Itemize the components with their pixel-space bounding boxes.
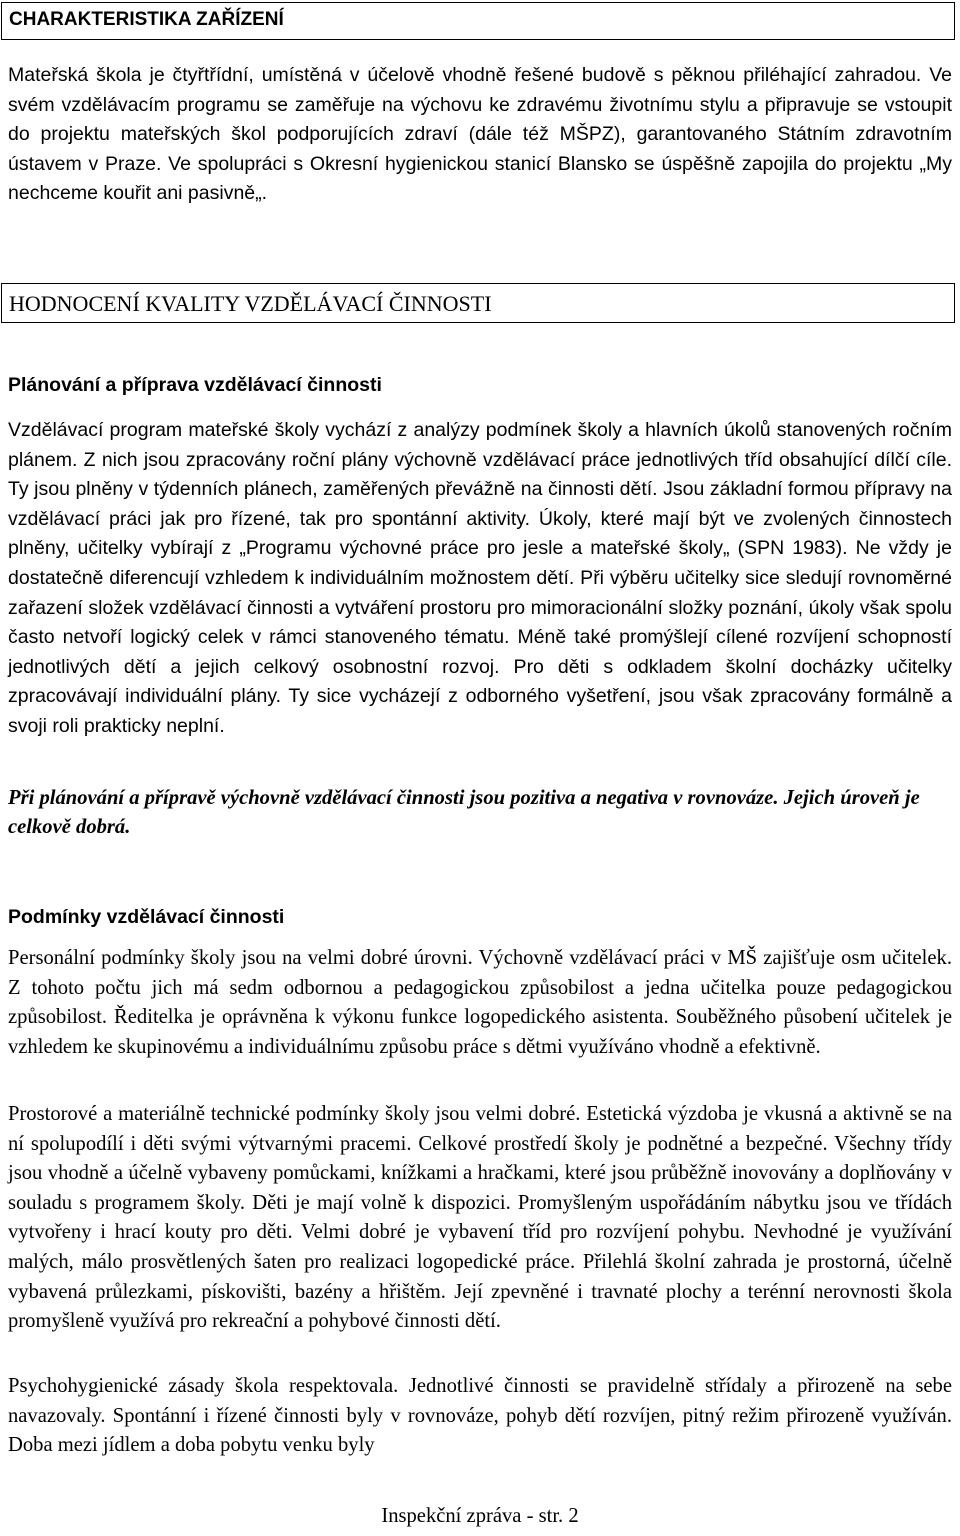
subheading-planning: Plánování a příprava vzdělávací činnosti [8,374,382,396]
page-footer: Inspekční zpráva - str. 2 [381,1505,579,1527]
conditions-paragraph-spatial: Prostorové a materiálně technické podmínky školy jsou velmi dobré. Estetická výzdoba je vkusná a aktivně se na ní spolupodílí i děti svými výtvarnými pracemi. Celkové prostředí školy je podnětné a bezpečné. Všechny třídy jsou vhodně a účelně vybaveny pomůckami, knížkami a hračkami, které jsou průběžně inovovány a doplňovány v souladu s programem školy. Děti je mají volně k dispozici. Promyšleným uspořádáním nábytku jsou ve třídách vytvořeny i hrací kouty pro děti. Velmi dobré je vybavení tříd pro rozvíjení pohybu. Nevhodné je využívání malých, málo prosvětlených šaten pro realizaci logopedické práce. Přilehlá školní zahrada je prostorná, účelně vybavená průlezkami, pískovišti, bazény a hřištěm. Její zpevněné i travnaté plochy a terénní nerovnosti škola promyšleně využívá pro rekreační a pohybové činnosti dětí. [8,1103,952,1333]
planning-paragraph: Vzdělávací program mateřské školy vychází z analýzy podmínek školy a hlavních úkolů stanovených ročním plánem. Z nich jsou zpracovány roční plány výchovně vzdělávací práce jednotlivých tříd obsahující dílčí cíle. Ty jsou plněny v týdenních plánech, zaměřených převážně na činnosti dětí. Jsou základní formou přípravy na vzdělávací práci jak pro řízené, tak pro spontánní aktivity. Úkoly, které mají být ve zvolených činnostech plněny, učitelky vybírají z „Programu výchovné práce pro jesle a mateřské školy„ (SPN 1983). Ne vždy je dostatečně diferencují vzhledem k individuálním možnostem dětí. Při výběru učitelky sice sledují rovnoměrné zařazení složek vzdělávací činnosti a vytváření prostoru pro mimoracionální složky poznání, úkoly však spolu často netvoří logický celek v rámci stanoveného tématu. Méně také promýšlejí cílené rozvíjení schopností jednotlivých dětí a jejich celkový osobnostní rozvoj. Pro děti s odkladem školní docházky učitelky zpracovávají individuální plány. Ty sice vycházejí z odborného vyšetření, jsou však zpracovány formálně a svoji roli prakticky neplní. [8,419,952,737]
conditions-paragraph-psychohygiene: Psychohygienické zásady škola respektovala. Jednotlivé činnosti se pravidelně střídaly a přirozeně na sebe navazovaly. Spontánní i řízené činnosti byly v rovnováze, pohyb dětí rozvíjen, pitný režim přirozeně využíván. Doba mezi jídlem a doba pobytu venku byly [8,1375,952,1457]
conditions-paragraph-personnel: Personální podmínky školy jsou na velmi dobré úrovni. Výchovně vzdělávací práci v MŠ zajišťuje osm učitelek. Z tohoto počtu jich má sedm odbornou a pedagogickou způsobilost a jedna učitelka pouze pedagogickou způsobilost. Ředitelka je oprávněna k výkonu funkce logopedického asistenta. Souběžného působení učitelek je vzhledem ke skupinovému a individuálnímu způsobu práce s dětmi využíváno vhodně a efektivně. [8,947,952,1058]
section-heading-quality: HODNOCENÍ KVALITY VZDĚLÁVACÍ ČINNOSTI [1,283,955,323]
subheading-conditions: Podmínky vzdělávací činnosti [8,906,285,928]
planning-conclusion: Při plánování a přípravě výchovně vzdělávací činnosti jsou pozitiva a negativa v rovnováze. Jejich úroveň je celkově dobrá. [8,787,920,838]
characteristics-paragraph: Mateřská škola je čtyřtřídní, umístěná v účelově vhodně řešené budově s pěknou přiléhající zahradou. Ve svém vzdělávacím programu se zaměřuje na výchovu ke zdravému životnímu stylu a připravuje se vstoupit do projektu mateřských škol podporujících zdraví (dále též MŠPZ), garantovaného Státním zdravotním ústavem v Praze. Ve spolupráci s Okresní hygienickou stanicí Blansko se úspěšně zapojila do projektu „My nechceme kouřit ani pasivně„. [8,64,952,205]
section-heading-characteristics: CHARAKTERISTIKA ZAŘÍZENÍ [1,2,955,40]
